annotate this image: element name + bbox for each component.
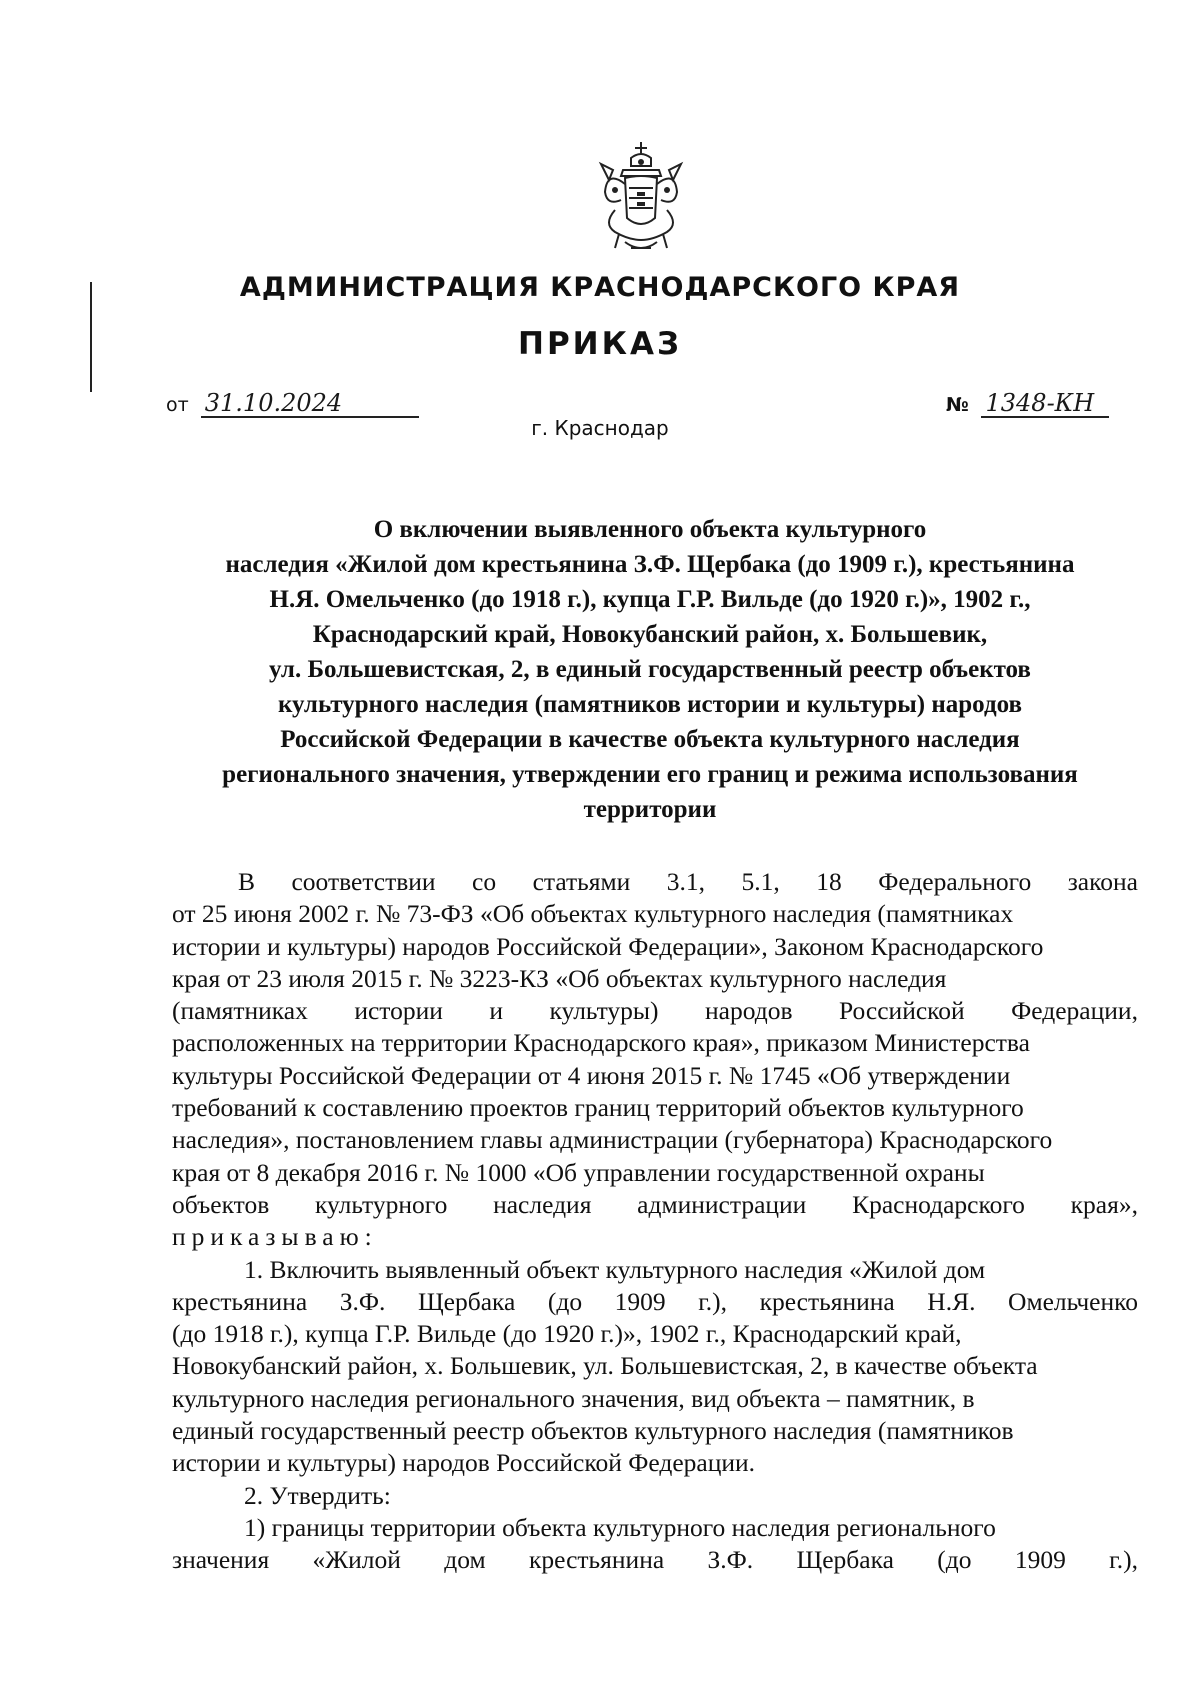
body-text: Омельченко bbox=[1008, 1286, 1138, 1316]
body-line bbox=[172, 1189, 1138, 1221]
body-text: 5.1, bbox=[741, 867, 780, 896]
body-text: Федерального bbox=[878, 867, 1032, 896]
body-text: расположенных на территории Краснодарского края», приказом Министерства bbox=[172, 1028, 1030, 1058]
title-line: О включении выявленного объекта культурного bbox=[373, 516, 927, 543]
body-line bbox=[172, 931, 1138, 963]
title-line: культурного наследия (памятников истории и культуры) народов bbox=[277, 691, 1022, 718]
body-text: края», bbox=[1070, 1189, 1138, 1219]
body-line bbox=[172, 1350, 1138, 1382]
body-text: истории bbox=[354, 996, 443, 1026]
body-text: Новокубанский район, х. Большевик, ул. Большевистская, 2, в качестве объекта bbox=[172, 1351, 1038, 1381]
body-text: «Жилой bbox=[312, 1545, 401, 1575]
body-text: Щербака bbox=[417, 1286, 516, 1316]
body-text: 1909 bbox=[614, 1286, 666, 1316]
body-text: объектов bbox=[172, 1189, 270, 1219]
body-text: 18 bbox=[816, 867, 842, 896]
body-text: З.Ф. bbox=[339, 1286, 386, 1316]
body-text: администрации bbox=[637, 1189, 807, 1219]
body-text: 3.1, bbox=[666, 867, 706, 896]
number-prefix: № bbox=[946, 394, 969, 416]
body-text: единый государственный реестр объектов культурного наследия (памятников bbox=[172, 1416, 1014, 1446]
number-block bbox=[946, 390, 1109, 418]
body-text: Федерации, bbox=[1011, 996, 1138, 1026]
body-text: со bbox=[472, 867, 497, 896]
body-line bbox=[172, 1286, 1138, 1318]
body-text: от 25 июня 2002 г. № 73-ФЗ «Об объектах культурного наследия (памятниках bbox=[172, 899, 1014, 929]
body-text: закона bbox=[1067, 867, 1138, 896]
document-body bbox=[172, 866, 1138, 1577]
krasnodar-krai-coat-of-arms-icon bbox=[595, 140, 687, 258]
body-text: наследия», постановлением главы администрации (губернатора) Краснодарского bbox=[172, 1125, 1053, 1155]
body-text: (до bbox=[937, 1545, 972, 1575]
body-text: культуры) bbox=[549, 996, 659, 1026]
body-text: дом bbox=[444, 1545, 486, 1575]
body-text: (до 1918 г.), купца Г.Р. Вильде (до 1920 г.)», 1902 г., Краснодарский край, bbox=[172, 1319, 962, 1349]
title-line: ул. Большевистская, 2, в единый государственный реестр объектов bbox=[269, 656, 1031, 683]
body-line bbox=[172, 1447, 1138, 1479]
body-text: В bbox=[238, 867, 256, 896]
body-text: 1. Включить выявленный объект культурного наследия «Жилой дом bbox=[244, 1254, 986, 1284]
document-title bbox=[160, 512, 1140, 827]
body-line bbox=[172, 866, 1138, 898]
body-text: соответствии bbox=[291, 867, 436, 896]
title-line: Краснодарский край, Новокубанский район, х. Большевик, bbox=[312, 621, 988, 648]
date-block bbox=[166, 390, 419, 418]
handwritten-number: 1348-КН bbox=[981, 390, 1109, 418]
body-text: культуры Российской Федерации от 4 июня 2015 г. № 1745 «Об утверждении bbox=[172, 1060, 1011, 1090]
body-line bbox=[172, 1221, 1138, 1253]
body-text: значения bbox=[172, 1545, 270, 1575]
body-text: г.), bbox=[1109, 1545, 1138, 1575]
body-text: г.), bbox=[698, 1286, 728, 1316]
body-text: 1909 bbox=[1014, 1545, 1066, 1575]
body-text: приказываю: bbox=[172, 1222, 378, 1252]
body-line bbox=[172, 1027, 1138, 1059]
body-text: 1) границы территории объекта культурного наследия регионального bbox=[244, 1512, 996, 1542]
body-line bbox=[172, 1318, 1138, 1350]
body-text: края от 23 июля 2015 г. № 3223-КЗ «Об объектах культурного наследия bbox=[172, 963, 947, 993]
body-line bbox=[172, 963, 1138, 995]
body-text: Н.Я. bbox=[927, 1286, 976, 1316]
body-text: культурного bbox=[315, 1189, 448, 1219]
city: г. Краснодар bbox=[531, 416, 669, 440]
body-line bbox=[172, 1254, 1138, 1286]
body-line bbox=[172, 1480, 1138, 1512]
body-text: народов bbox=[705, 996, 793, 1026]
title-line: Российской Федерации в качестве объекта культурного наследия bbox=[280, 726, 1020, 753]
body-text: наследия bbox=[493, 1189, 592, 1219]
title-line: территории bbox=[583, 796, 717, 823]
document-type: ПРИКАЗ bbox=[518, 326, 682, 362]
organization-name: АДМИНИСТРАЦИЯ КРАСНОДАРСКОГО КРАЯ bbox=[239, 272, 961, 303]
body-text: З.Ф. bbox=[707, 1545, 754, 1575]
body-text: и bbox=[489, 996, 504, 1026]
title-line: Н.Я. Омельченко (до 1918 г.), купца Г.Р. Вильде (до 1920 г.)», 1902 г., bbox=[269, 586, 1031, 613]
body-line bbox=[172, 995, 1138, 1027]
body-line bbox=[172, 1157, 1138, 1189]
title-line: наследия «Жилой дом крестьянина З.Ф. Щербака (до 1909 г.), крестьянина bbox=[225, 551, 1075, 578]
body-text: истории и культуры) народов Российской Федерации. bbox=[172, 1448, 756, 1478]
handwritten-date: 31.10.2024 bbox=[201, 390, 419, 418]
body-line bbox=[172, 1383, 1138, 1415]
body-text: культурного наследия регионального значения, вид объекта – памятник, в bbox=[172, 1383, 975, 1413]
body-text: Краснодарского bbox=[852, 1189, 1025, 1219]
body-text: истории и культуры) народов Российской Федерации», Законом Краснодарского bbox=[172, 931, 1044, 961]
body-text: (до bbox=[547, 1286, 583, 1316]
title-line: регионального значения, утверждении его границ и режима использования bbox=[222, 761, 1078, 788]
body-text: крестьянина bbox=[759, 1286, 895, 1316]
body-text: требований к составлению проектов границ территорий объектов культурного bbox=[172, 1093, 1024, 1123]
body-text: Щербака bbox=[796, 1545, 894, 1575]
body-line bbox=[172, 1415, 1138, 1447]
body-line bbox=[172, 1124, 1138, 1156]
body-line bbox=[172, 1060, 1138, 1092]
body-line bbox=[172, 1092, 1138, 1124]
body-text: 2. Утвердить: bbox=[244, 1480, 391, 1510]
body-line bbox=[172, 898, 1138, 930]
body-text: края от 8 декабря 2016 г. № 1000 «Об управлении государственной охраны bbox=[172, 1157, 985, 1187]
body-text: крестьянина bbox=[528, 1545, 665, 1575]
body-text: крестьянина bbox=[172, 1286, 308, 1316]
body-line bbox=[172, 1544, 1138, 1576]
date-prefix: от bbox=[166, 394, 189, 416]
body-line bbox=[172, 1512, 1138, 1544]
body-text: статьями bbox=[532, 867, 631, 896]
body-text: (памятниках bbox=[172, 996, 308, 1026]
body-text: Российской bbox=[838, 996, 965, 1026]
